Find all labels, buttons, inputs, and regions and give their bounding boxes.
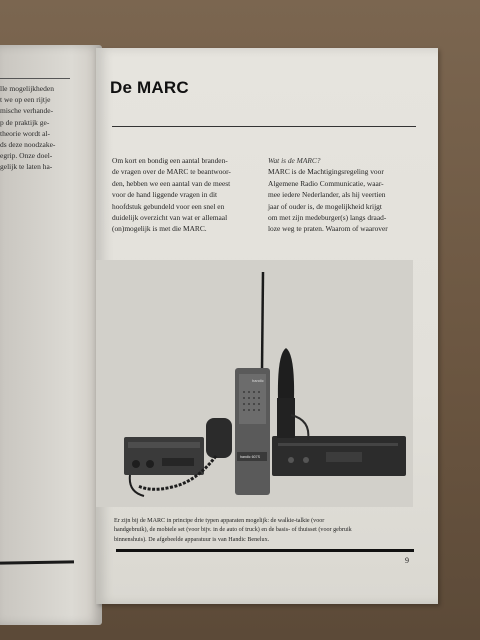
left-page-line: gelijk te laten ha- (0, 162, 53, 172)
page-title: De MARC (110, 78, 189, 97)
intro-line: hoofdstuk gebundeld voor een snel en (112, 201, 225, 211)
title-rule (112, 126, 416, 127)
answer-line: mee iedere Nederlander, als hij veertien (268, 190, 386, 200)
radio-equipment-photo (96, 260, 413, 507)
left-page-line: t we op een rijtje (0, 95, 51, 105)
question-heading: Wat is de MARC? (268, 156, 321, 165)
left-page-text (0, 83, 76, 173)
right-page (96, 48, 438, 604)
answer-line: loze weg te praten. Waarom of waarover (268, 224, 388, 234)
caption-line: Er zijn bij de MARC in principe drie typen apparaten mogelijk: de walkie-talkie (voor (114, 518, 325, 524)
page-number: 9 (405, 556, 409, 565)
photo-caption (114, 517, 414, 545)
answer-line: jaar of ouder is, de mogelijkheid krijgt (268, 201, 382, 211)
walkie-antenna (262, 272, 263, 370)
left-page-rule-top (0, 78, 70, 79)
intro-line: duidelijk overzicht van wat er allemaal (112, 213, 228, 223)
answer-line: Algemene Radio Communicatie, waar- (268, 178, 384, 188)
caption-line: binnenshuis). De afgebeelde apparatuur is van Handic Benelux. (114, 536, 270, 543)
left-page-line: lle mogelijkheden (0, 84, 54, 93)
answer-line: MARC is de Machtigingsregeling voor (268, 167, 384, 177)
caption-line: handgebruik), de mobiele set (voor bijv. in de auto of truck) en de basis- of thuisset (voor gebruik (114, 527, 352, 534)
bottom-rule (116, 549, 414, 552)
answer-line: om met zijn medeburger(s) langs draad- (268, 213, 387, 223)
walkie-brand-label: handic (252, 378, 264, 383)
answer-column (268, 155, 415, 235)
intro-line: de vragen over de MARC te beantwoor- (112, 167, 231, 177)
left-page-line: p de praktijk ge- (0, 117, 50, 127)
left-page-line: ds deze noodzake- (0, 140, 56, 150)
intro-line: den, hebben we een aantal van de meest (112, 178, 231, 188)
intro-line: (on)mogelijk is met die MARC. (112, 224, 207, 234)
intro-line: Om kort en bondig een aantal branden- (112, 156, 228, 165)
left-page-line: theorie wordt al- (0, 128, 50, 138)
left-page (0, 45, 102, 625)
intro-line: voor de hand liggende vragen in dit (112, 190, 218, 200)
mobile-microphone (206, 418, 232, 458)
radio-equipment-illustration (96, 260, 413, 507)
left-page-line: mische verhande- (0, 106, 54, 116)
walkie-model-label: handic 607S (240, 455, 260, 459)
intro-column (112, 155, 259, 235)
left-page-line: egrip. Onze doel- (0, 151, 53, 161)
left-page-rule-bottom (0, 560, 74, 564)
